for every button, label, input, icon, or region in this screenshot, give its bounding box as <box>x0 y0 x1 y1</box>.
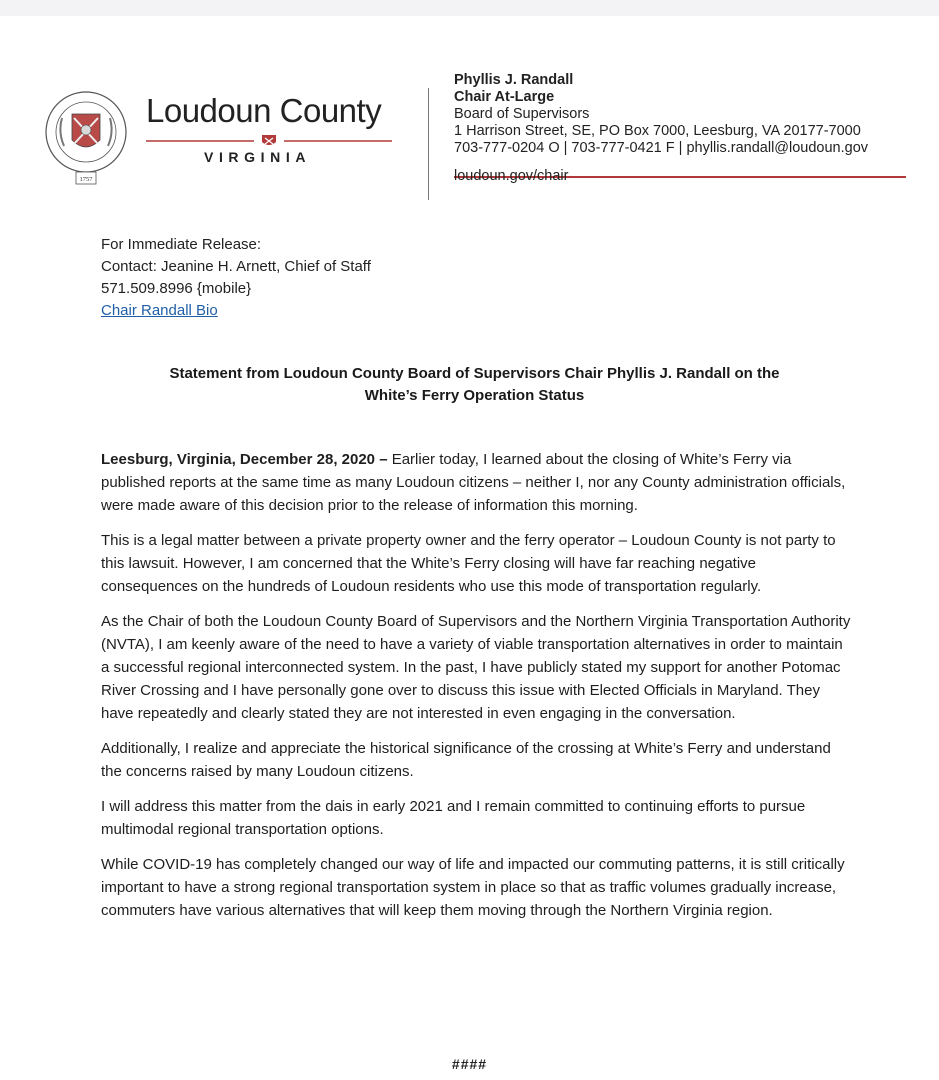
statement-title <box>101 363 848 407</box>
office-phones: 703-777-0204 O | 703-777-0421 F | phyllis.randall@loudoun.gov <box>454 140 869 156</box>
paragraph: As the Chair of both the Loudoun County Board of Supervisors and the Northern Virginia Transportation Authority (NVTA), I am keenly aware of the need to have a variety of viable transportation alternatives in order to maintain a successful regional interconnected system. In the past, I have publicly stated my support for another Potomac River Crossing and I have personally gone over to discuss this issue with Elected Officials in Maryland. They have repeatedly and clearly stated they are not interested in even engaging in the conversation. <box>101 613 851 722</box>
document-page <box>0 16 939 1080</box>
board-name: Board of Supervisors <box>454 106 590 122</box>
dateline: Leesburg, Virginia, December 28, 2020 – <box>101 451 388 468</box>
header-divider <box>428 88 429 200</box>
paragraph-text: Earlier today, I learned about the closing of White’s Ferry via published reports at the same time as many Loudoun citizens – neither I, nor any County administration officials, were made aware of this decision prior to the release of information this morning. <box>101 451 846 514</box>
logo-divider-icon <box>146 134 392 148</box>
chair-bio-link[interactable]: Chair Randall Bio <box>101 302 218 319</box>
paragraph: Additionally, I realize and appreciate the historical significance of the crossing at White’s Ferry and understand the concerns raised by many Loudoun citizens. <box>101 740 831 780</box>
paragraph <box>101 448 851 517</box>
contact-line: Contact: Jeanine H. Arnett, Chief of Staff <box>101 258 371 275</box>
office-address: 1 Harrison Street, SE, PO Box 7000, Leesburg, VA 20177-7000 <box>454 123 861 139</box>
phone-line: 571.509.8996 {mobile} <box>101 280 252 297</box>
official-title: Chair At-Large <box>454 89 555 105</box>
website-link[interactable]: loudoun.gov/chair <box>454 168 569 184</box>
official-name: Phyllis J. Randall <box>454 72 574 88</box>
paragraph: While COVID-19 has completely changed our way of life and impacted our commuting patterns, it is still critically important to have a strong regional transportation system in place so that as traffic volumes gradually increase, commuters have various alternatives that will keep them moving through the Northern Virginia region. <box>101 856 845 919</box>
release-line: For Immediate Release: <box>101 236 262 253</box>
svg-text:1757: 1757 <box>79 176 93 183</box>
county-wordmark: Loudoun County <box>146 92 382 129</box>
end-mark: #### <box>451 1056 488 1072</box>
statement-body <box>101 448 851 934</box>
county-seal-icon <box>44 88 128 190</box>
paragraph: I will address this matter from the dais in early 2021 and I remain committed to continuing efforts to pursue multimodal regional transportation options. <box>101 798 806 838</box>
title-line-2: White’s Ferry Operation Status <box>364 387 585 404</box>
release-info <box>101 234 371 322</box>
letterhead-contact <box>454 72 868 157</box>
state-wordmark: VIRGINIA <box>204 149 312 165</box>
title-line-1: Statement from Loudoun County Board of Supervisors Chair Phyllis J. Randall on the <box>169 365 780 382</box>
paragraph: This is a legal matter between a private property owner and the ferry operator – Loudoun County is not party to this lawsuit. However, I am concerned that the White’s Ferry closing will have far reaching negative consequences on the hundreds of Loudoun residents who use this mode of transportation regularly. <box>101 532 836 595</box>
